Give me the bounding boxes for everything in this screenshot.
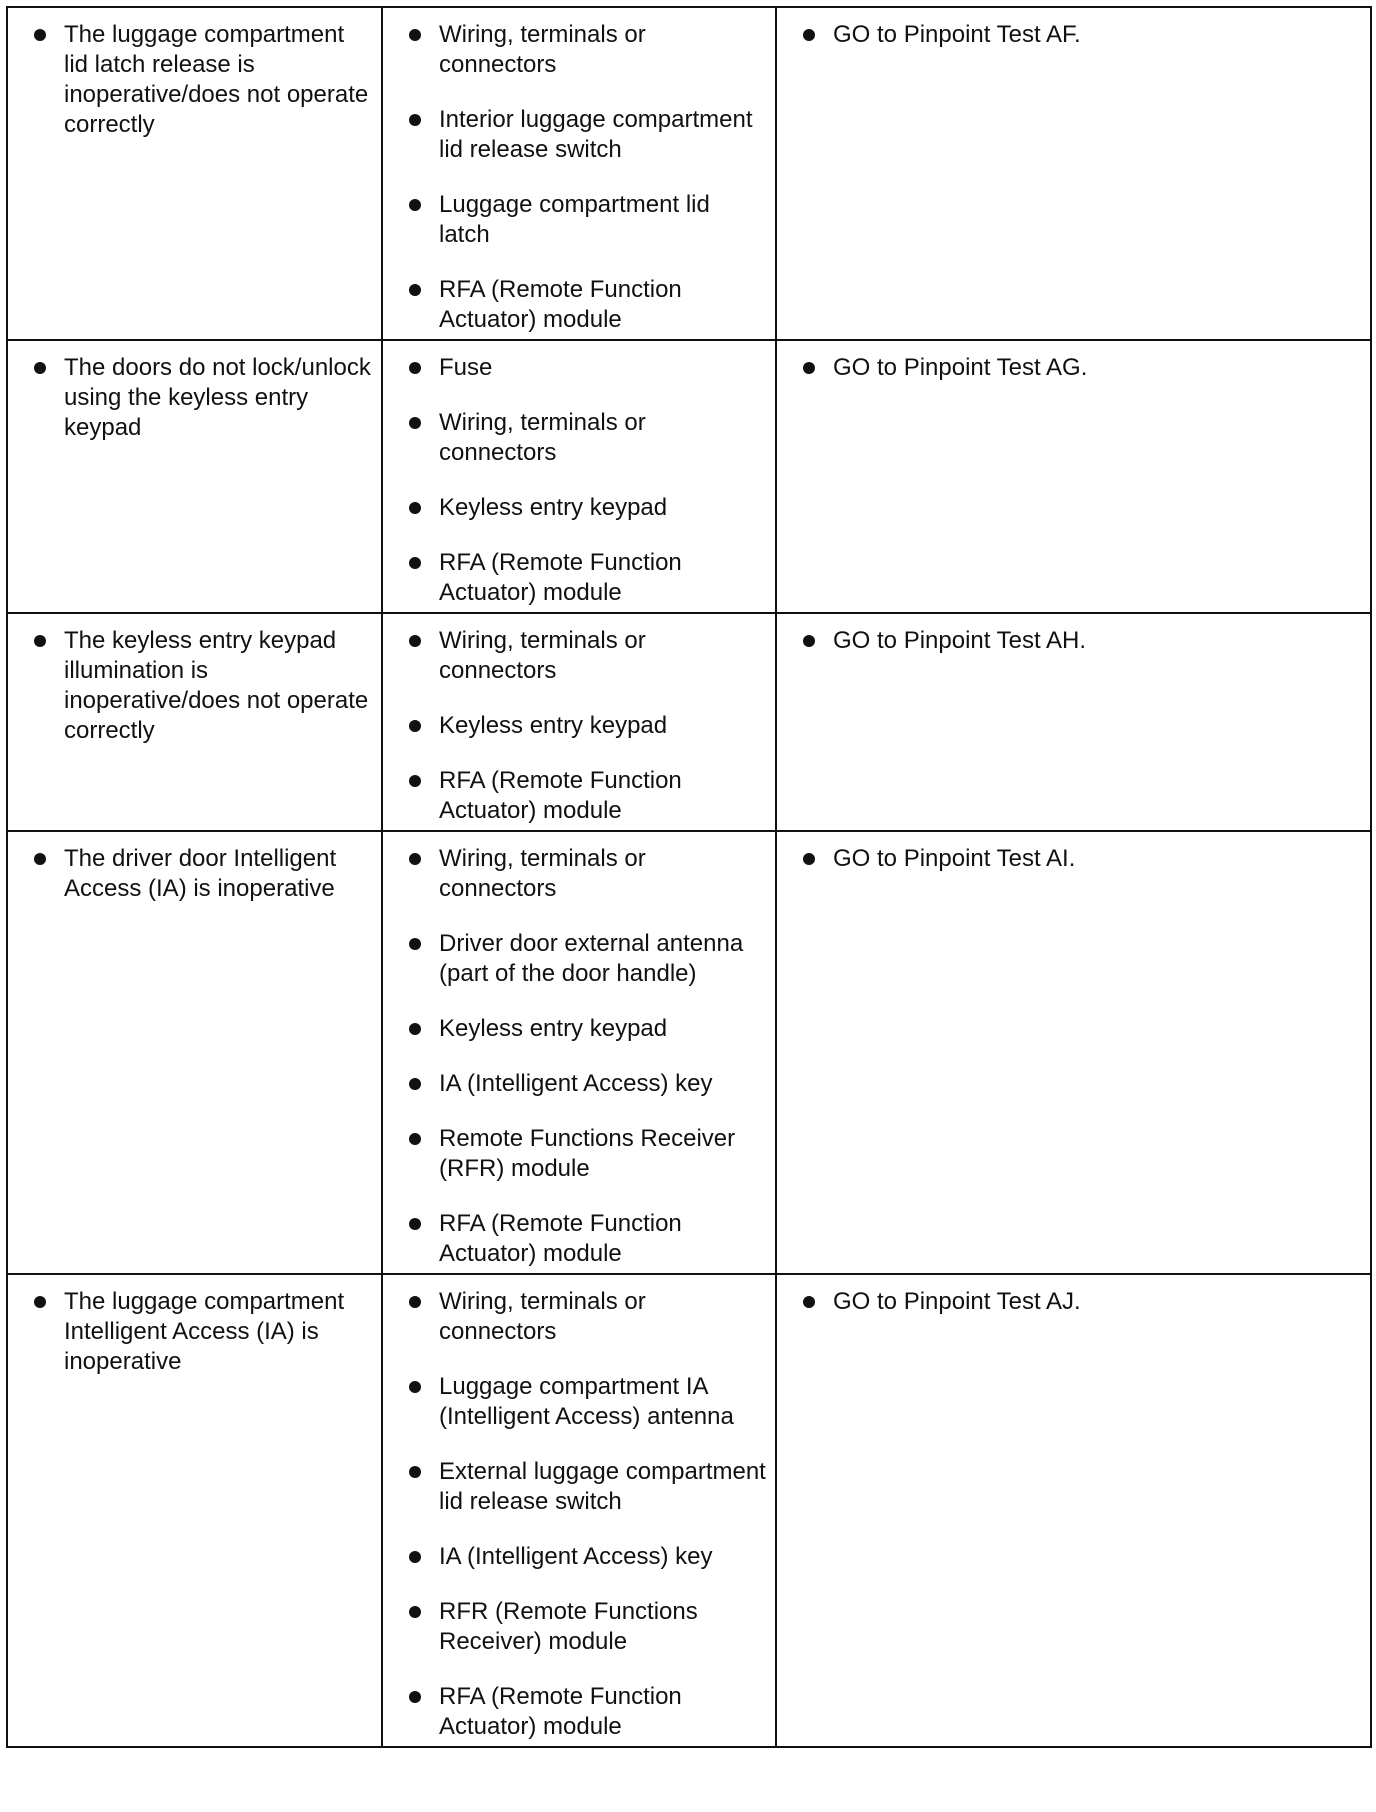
bullet-icon — [409, 1691, 421, 1703]
action-item-text: GO to Pinpoint Test AH. — [833, 627, 1087, 654]
possible-source-item-text: Wiring, terminals or connectors — [439, 627, 646, 684]
symptom-item-text: The keyless entry keypad illumination is inoperative/does not operate correctly — [64, 627, 369, 744]
symptom-item — [32, 626, 373, 746]
table-row — [7, 1274, 1371, 1747]
action-item-text: GO to Pinpoint Test AF. — [833, 21, 1081, 48]
action-item-text: GO to Pinpoint Test AG. — [833, 354, 1088, 381]
possible-source-item — [407, 1597, 767, 1657]
action-list — [801, 20, 1362, 50]
bullet-icon — [409, 1606, 421, 1618]
possible-source-item — [407, 1287, 767, 1347]
possible-source-item-text: Luggage compartment IA (Intelligent Access) antenna — [439, 1373, 734, 1430]
symptom-cell — [7, 7, 382, 340]
bullet-icon — [409, 938, 421, 950]
action-item — [801, 20, 1362, 50]
possible-source-item-text: Keyless entry keypad — [439, 712, 668, 739]
possible-source-item — [407, 493, 767, 523]
possible-source-item — [407, 105, 767, 165]
symptom-list — [32, 20, 373, 140]
bullet-icon — [803, 1296, 815, 1308]
possible-source-item-text: IA (Intelligent Access) key — [439, 1070, 713, 1097]
bullet-icon — [409, 502, 421, 514]
bullet-icon — [34, 853, 46, 865]
bullet-icon — [34, 1296, 46, 1308]
action-list — [801, 626, 1362, 656]
bullet-icon — [409, 1381, 421, 1393]
action-item — [801, 1287, 1362, 1317]
possible-source-item — [407, 1209, 767, 1269]
possible-source-list — [407, 844, 767, 1269]
possible-source-item-text: RFA (Remote Function Actuator) module — [439, 1210, 682, 1267]
possible-source-item-text: Driver door external antenna (part of the door handle) — [439, 930, 744, 987]
possible-source-item-text: RFA (Remote Function Actuator) module — [439, 549, 682, 606]
possible-source-cell — [382, 613, 776, 831]
possible-source-item-text: Luggage compartment lid latch — [439, 191, 710, 248]
symptom-item — [32, 1287, 373, 1377]
possible-source-item-text: External luggage compartment lid release switch — [439, 1458, 766, 1515]
possible-source-item-text: Wiring, terminals or connectors — [439, 409, 646, 466]
possible-source-item — [407, 766, 767, 826]
action-cell — [776, 1274, 1371, 1747]
bullet-icon — [409, 1078, 421, 1090]
bullet-icon — [409, 775, 421, 787]
bullet-icon — [409, 635, 421, 647]
possible-source-item — [407, 1124, 767, 1184]
symptom-list — [32, 844, 373, 904]
bullet-icon — [803, 29, 815, 41]
possible-source-item — [407, 1069, 767, 1099]
bullet-icon — [409, 1023, 421, 1035]
bullet-icon — [803, 853, 815, 865]
possible-source-item-text: RFA (Remote Function Actuator) module — [439, 276, 682, 333]
possible-source-item-text: IA (Intelligent Access) key — [439, 1543, 713, 1570]
symptom-item-text: The luggage compartment lid latch release is inoperative/does not operate correctly — [64, 21, 369, 138]
possible-source-list — [407, 1287, 767, 1742]
possible-source-item — [407, 190, 767, 250]
action-item — [801, 353, 1362, 383]
table-row — [7, 613, 1371, 831]
action-cell — [776, 831, 1371, 1274]
possible-source-item-text: Keyless entry keypad — [439, 1015, 668, 1042]
symptom-item-text: The doors do not lock/unlock using the keyless entry keypad — [64, 354, 371, 441]
possible-source-item-text: Fuse — [439, 354, 493, 381]
bullet-icon — [409, 29, 421, 41]
symptom-chart-table — [6, 6, 1372, 1748]
action-item-text: GO to Pinpoint Test AJ. — [833, 1288, 1081, 1315]
bullet-icon — [409, 1466, 421, 1478]
bullet-icon — [409, 1296, 421, 1308]
symptom-cell — [7, 613, 382, 831]
bullet-icon — [803, 362, 815, 374]
bullet-icon — [409, 1218, 421, 1230]
table-body — [7, 7, 1371, 1747]
bullet-icon — [409, 1133, 421, 1145]
bullet-icon — [409, 284, 421, 296]
possible-source-item — [407, 1372, 767, 1432]
possible-source-item-text: RFA (Remote Function Actuator) module — [439, 1683, 682, 1740]
possible-source-item — [407, 353, 767, 383]
possible-source-item — [407, 1682, 767, 1742]
symptom-cell — [7, 831, 382, 1274]
action-item — [801, 844, 1362, 874]
table-row — [7, 831, 1371, 1274]
symptom-cell — [7, 1274, 382, 1747]
action-cell — [776, 7, 1371, 340]
possible-source-cell — [382, 7, 776, 340]
possible-source-list — [407, 20, 767, 335]
action-list — [801, 1287, 1362, 1317]
possible-source-item — [407, 20, 767, 80]
possible-source-item-text: Keyless entry keypad — [439, 494, 668, 521]
action-cell — [776, 340, 1371, 613]
possible-source-cell — [382, 340, 776, 613]
possible-source-list — [407, 626, 767, 826]
bullet-icon — [409, 1551, 421, 1563]
symptom-list — [32, 353, 373, 443]
action-item — [801, 626, 1362, 656]
symptom-item-text: The driver door Intelligent Access (IA) is inoperative — [64, 845, 337, 902]
symptom-item — [32, 353, 373, 443]
possible-source-item-text: Wiring, terminals or connectors — [439, 845, 646, 902]
symptom-list — [32, 1287, 373, 1377]
possible-source-item — [407, 548, 767, 608]
possible-source-item-text: Wiring, terminals or connectors — [439, 1288, 646, 1345]
bullet-icon — [409, 853, 421, 865]
action-cell — [776, 613, 1371, 831]
bullet-icon — [409, 114, 421, 126]
possible-source-list — [407, 353, 767, 608]
possible-source-item — [407, 711, 767, 741]
possible-source-item-text: Remote Functions Receiver (RFR) module — [439, 1125, 736, 1182]
symptom-item-text: The luggage compartment Intelligent Access (IA) is inoperative — [64, 1288, 345, 1375]
bullet-icon — [34, 362, 46, 374]
bullet-icon — [409, 199, 421, 211]
bullet-icon — [803, 635, 815, 647]
possible-source-cell — [382, 831, 776, 1274]
bullet-icon — [409, 720, 421, 732]
bullet-icon — [409, 362, 421, 374]
possible-source-item — [407, 929, 767, 989]
action-list — [801, 353, 1362, 383]
table-row — [7, 7, 1371, 340]
possible-source-item — [407, 1457, 767, 1517]
action-item-text: GO to Pinpoint Test AI. — [833, 845, 1076, 872]
action-list — [801, 844, 1362, 874]
possible-source-cell — [382, 1274, 776, 1747]
possible-source-item — [407, 408, 767, 468]
bullet-icon — [34, 29, 46, 41]
symptom-item — [32, 20, 373, 140]
symptom-cell — [7, 340, 382, 613]
possible-source-item-text: Interior luggage compartment lid release switch — [439, 106, 753, 163]
bullet-icon — [409, 417, 421, 429]
possible-source-item — [407, 844, 767, 904]
possible-source-item — [407, 1014, 767, 1044]
symptom-item — [32, 844, 373, 904]
possible-source-item — [407, 275, 767, 335]
possible-source-item-text: RFA (Remote Function Actuator) module — [439, 767, 682, 824]
symptom-list — [32, 626, 373, 746]
possible-source-item-text: Wiring, terminals or connectors — [439, 21, 646, 78]
bullet-icon — [409, 557, 421, 569]
possible-source-item — [407, 1542, 767, 1572]
table-row — [7, 340, 1371, 613]
possible-source-item — [407, 626, 767, 686]
possible-source-item-text: RFR (Remote Functions Receiver) module — [439, 1598, 698, 1655]
bullet-icon — [34, 635, 46, 647]
